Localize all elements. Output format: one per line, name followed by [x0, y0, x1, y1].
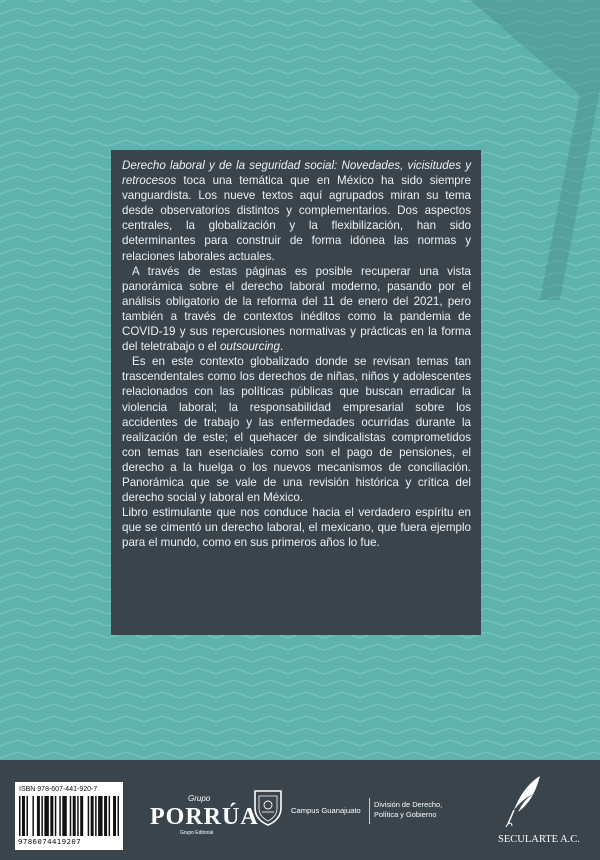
secularte-wordmark: SECULARTE A.C. [498, 834, 580, 845]
university-seal-icon [251, 788, 285, 826]
campus-label: Campus Guanajuato [291, 806, 361, 815]
barcode [15, 782, 123, 850]
blurb-panel [111, 150, 481, 635]
barcode-bars [19, 796, 119, 836]
porrua-logo: Grupo PORRÚA Grupo Editorial [150, 794, 259, 836]
blurb-paragraph-4: Libro estimulante que nos conduce hacia el verdadero espíritu en que se cimentó un derecho laboral, el mexicano, que fuera ejemplo para el mundo, como en sus primeros años lo fue. [122, 506, 471, 550]
blurb-paragraph-1: Derecho laboral y de la seguridad social: Novedades, vicisitudes y retrocesos toca una temática que en México ha sido siempre vanguardista. Los nueve textos aquí agrupados miran su tema desde observatorios distintos y complementarios. Dos aspectos centrales, la globalización y la flexibilización, han sido determinantes para construir de forma idónea las normas y relaciones laborales actuales. [122, 159, 471, 263]
division-label: División de Derecho, Política y Gobierno [374, 800, 443, 819]
feather-icon [500, 772, 550, 832]
barcode-number: 9786074419207 [18, 837, 82, 846]
logo-divider [369, 798, 370, 824]
footer-band [0, 760, 600, 860]
blurb-paragraph-2: A través de estas páginas es posible recuperar una vista panorámica sobre el derecho laboral moderno, pasando por el análisis obligatorio de la reforma del 11 de enero del 2021, pero también a través de contextos inéditos como la pandemia de COVID-19 y sus repercusiones normativas y prácticas en la forma del teletrabajo o el outsourcing. [122, 264, 471, 354]
isbn-label: ISBN 978-607-441-920-7 [19, 786, 98, 793]
blurb-paragraph-3: Es en este contexto globalizado donde se revisan temas tan trascendentales como los derechos de niñas, niños y adolescentes relacionados con las políticas públicas que buscan erradicar la violencia laboral; la responsabilidad empresarial sobre los accidentes de trabajo y las enfermedades ocurridas durante la realización de este; el quehacer de sindicalistas comprometidos con temas tan esenciales como son el pago de pensiones, el derecho a la huelga o los nuevos mecanismos de conciliación. Panorámica que se vale de una revisión histórica y crítica del derecho social y laboral en México. [122, 355, 471, 505]
book-title: Derecho laboral y de la seguridad social: Novedades, vicisitudes y retrocesos [122, 159, 471, 188]
